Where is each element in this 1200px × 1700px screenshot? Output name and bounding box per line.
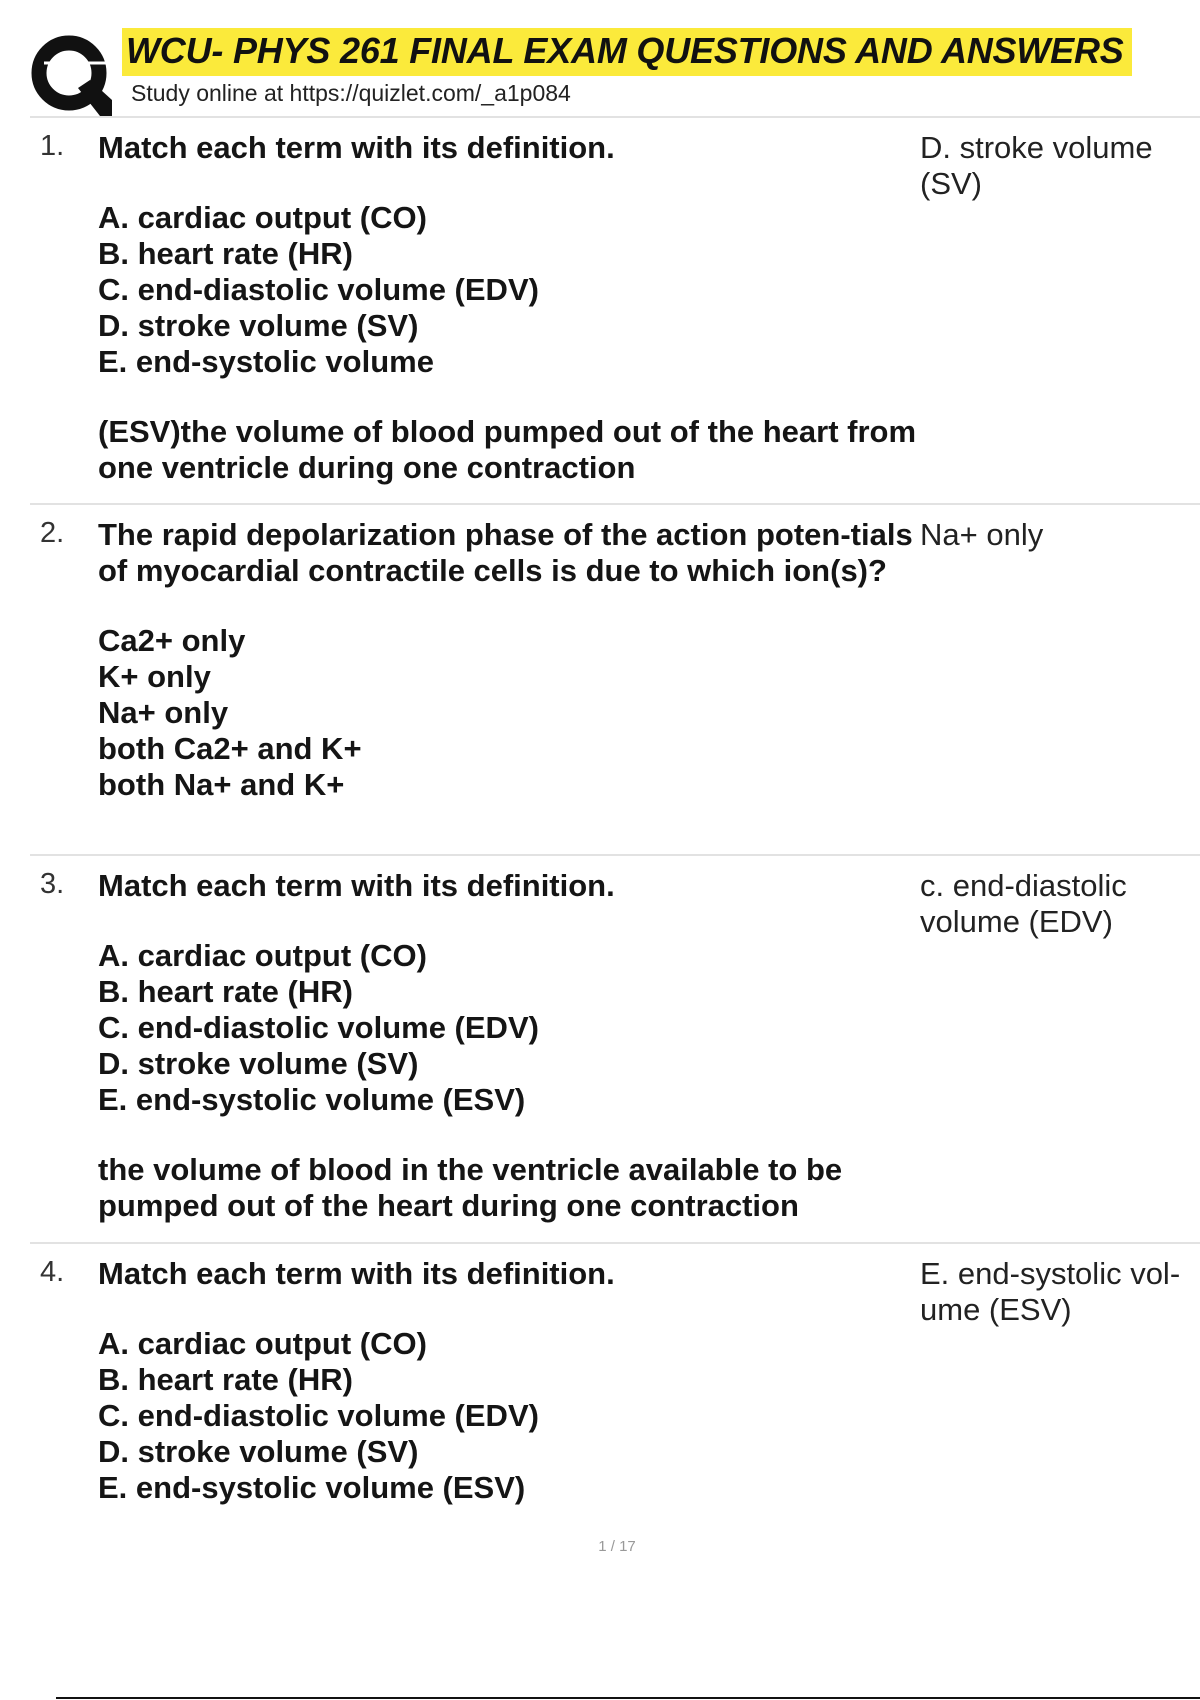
page-number: 1 / 17	[598, 1538, 636, 1555]
option-line: D. stroke volume (SV)	[98, 308, 419, 343]
question-number: 4.	[40, 1256, 65, 1288]
option-line: C. end-diastolic volume (EDV)	[98, 1398, 539, 1433]
option-line: B. heart rate (HR)	[98, 974, 353, 1009]
answer-text: D. stroke volume (SV)	[920, 130, 1153, 201]
answer-text: c. end-diastolic volume (EDV)	[920, 868, 1127, 939]
line-gap	[98, 166, 928, 200]
line-gap	[98, 1292, 928, 1326]
document-title: WCU- PHYS 261 FINAL EXAM QUESTIONS AND ANSWERS	[122, 28, 1132, 76]
footer-divider	[56, 1697, 1200, 1699]
option-line: both Na+ and K+	[98, 767, 345, 802]
option-line: D. stroke volume (SV)	[98, 1046, 419, 1081]
question-number: 3.	[40, 868, 65, 900]
question-line: Match each term with its definition.	[98, 868, 615, 903]
option-line: E. end-systolic volume	[98, 344, 434, 379]
question-line: Match each term with its definition.	[98, 1256, 615, 1291]
option-line: E. end-systolic volume (ESV)	[98, 1470, 526, 1505]
option-line: C. end-diastolic volume (EDV)	[98, 1010, 539, 1045]
question-text	[98, 1256, 928, 1506]
question-line: Match each term with its definition.	[98, 130, 615, 165]
option-line: D. stroke volume (SV)	[98, 1434, 419, 1469]
question-line: The rapid depolarization phase of the action poten-tials of myocardial contractile cells is due to which ion(s)?	[98, 517, 913, 588]
option-line: A. cardiac output (CO)	[98, 1326, 427, 1361]
question-4	[30, 1242, 1200, 1542]
question-2	[30, 503, 1200, 854]
line-gap	[98, 589, 928, 623]
option-line: B. heart rate (HR)	[98, 236, 353, 271]
answer-text: Na+ only	[920, 517, 1044, 552]
question-1	[30, 116, 1200, 503]
option-line: B. heart rate (HR)	[98, 1362, 353, 1397]
option-line: Na+ only	[98, 695, 229, 730]
line-gap	[98, 1118, 928, 1152]
option-line: K+ only	[98, 659, 211, 694]
option-line: Ca2+ only	[98, 623, 246, 658]
question-number: 2.	[40, 517, 65, 549]
option-line: C. end-diastolic volume (EDV)	[98, 272, 539, 307]
study-online-link[interactable]: Study online at https://quizlet.com/_a1p084	[131, 80, 571, 106]
option-line: A. cardiac output (CO)	[98, 200, 427, 235]
line-gap	[98, 904, 928, 938]
page-header	[0, 0, 1200, 120]
question-number: 1.	[40, 130, 65, 162]
question-3	[30, 854, 1200, 1242]
option-line: A. cardiac output (CO)	[98, 938, 427, 973]
line-gap	[98, 380, 928, 414]
option-line: E. end-systolic volume (ESV)	[98, 1082, 526, 1117]
question-text	[98, 130, 928, 486]
question-text	[98, 868, 928, 1224]
answer-text: E. end-systolic vol-ume (ESV)	[920, 1256, 1181, 1327]
quizlet-q-logo-icon	[30, 34, 112, 116]
option-line: both Ca2+ and K+	[98, 731, 362, 766]
definition-line: the volume of blood in the ventricle available to be pumped out of the heart during one contraction	[98, 1152, 843, 1223]
definition-line: (ESV)the volume of blood pumped out of the heart from one ventricle during one contraction	[98, 414, 917, 485]
question-text	[98, 517, 928, 803]
